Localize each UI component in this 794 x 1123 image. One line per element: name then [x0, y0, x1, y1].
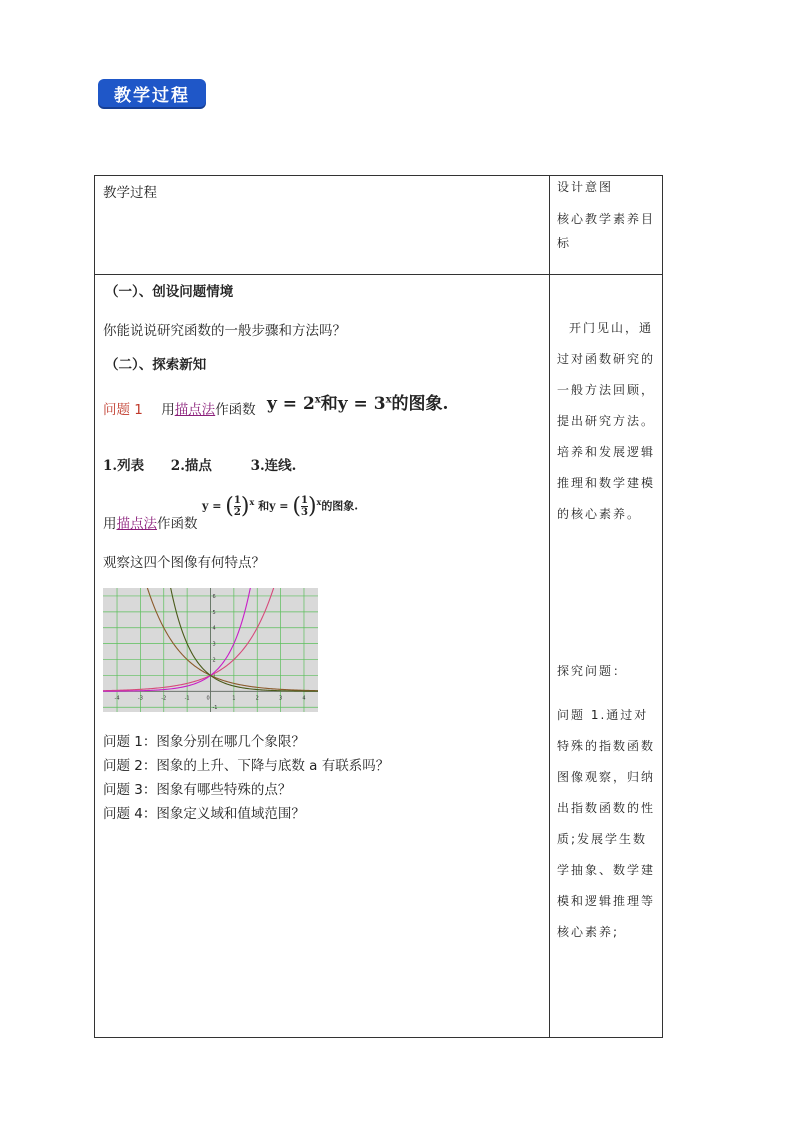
- intent-note-3: 问题 1.通过对特殊的指数函数图像观察，归纳出指数函数的性质;发展学生数学抽象、数学建模和逻辑推理等核心素养;: [557, 708, 656, 939]
- x-tick-label: 1: [232, 695, 236, 702]
- step-3: 3.连线.: [250, 458, 297, 474]
- formula-fraction: y = ( $\frac{1}{2}$ )$^x$ 和y = ( $\frac{1}{3}$ )$^x$的图象.: [202, 494, 359, 519]
- x-tick-label: 3: [279, 695, 283, 702]
- column-divider: [549, 176, 550, 1037]
- use-text: 用: [161, 402, 175, 418]
- step-2: 2.描点: [170, 458, 212, 474]
- head-process: 教学过程: [103, 185, 157, 201]
- header-divider: [95, 274, 662, 275]
- y-tick-label: 4: [212, 625, 216, 632]
- section1-heading: （一）、创设问题情境: [105, 284, 234, 300]
- use-text-2: 用: [103, 516, 117, 532]
- y-tick-label: 2: [212, 657, 216, 664]
- x-tick-label: -1: [184, 695, 190, 702]
- y-tick-label: 3: [212, 641, 216, 648]
- step-1: 1.列表: [103, 458, 145, 474]
- question-4: 问题 4：图象定义域和值域范围？: [103, 806, 305, 822]
- y-tick-label: 1: [212, 673, 216, 680]
- x-tick-label: 2: [255, 695, 259, 702]
- x-tick-label: -4: [114, 695, 120, 702]
- question-3: 问题 3：图象有哪些特殊的点？: [103, 782, 292, 798]
- section-badge: 教学过程: [98, 79, 206, 107]
- method-link[interactable]: 描点法: [174, 402, 216, 418]
- function-graph: [103, 588, 318, 712]
- origin-label: 0: [206, 695, 210, 702]
- lesson-table: [94, 175, 663, 1038]
- section2-heading: （二）、探索新知: [105, 357, 207, 373]
- x-tick-label: 4: [302, 695, 306, 702]
- head-goals: 核心教学素养目标: [557, 212, 656, 250]
- y-tick-label: 6: [212, 593, 216, 600]
- intent-note-2: 探究问题：: [557, 664, 628, 678]
- question-2: 问题 2：图象的上升、下降与底数 a 有联系吗？: [103, 758, 390, 774]
- head-intent: 设计意图: [557, 180, 614, 194]
- y-tick-label: -1: [212, 705, 218, 712]
- question-1: 问题 1：图象分别在哪几个象限？: [103, 734, 305, 750]
- x-tick-label: -3: [137, 695, 143, 702]
- step-list: [103, 454, 296, 474]
- problem1-line: [103, 398, 256, 418]
- make-func-text-2: 作函数: [157, 516, 198, 532]
- y-tick-label: 5: [212, 609, 216, 616]
- problem1-line2: [103, 512, 198, 532]
- intro-question: 你能说说研究函数的一般步骤和方法吗？: [103, 323, 346, 339]
- observe-question: 观察这四个图像有何特点？: [103, 555, 265, 571]
- problem1-label: 问题 1: [103, 402, 143, 418]
- make-func-text: 作函数: [215, 402, 256, 418]
- intent-note-1: 开门见山，通过对函数研究的一般方法回顾，提出研究方法。培养和发展逻辑推理和数学建模的核心素养。: [557, 321, 656, 521]
- method-link-2[interactable]: 描点法: [116, 516, 157, 532]
- x-tick-label: -2: [161, 695, 167, 702]
- formula-exp: $y = 2^x$和$y = 3^x$的图象.: [267, 394, 449, 414]
